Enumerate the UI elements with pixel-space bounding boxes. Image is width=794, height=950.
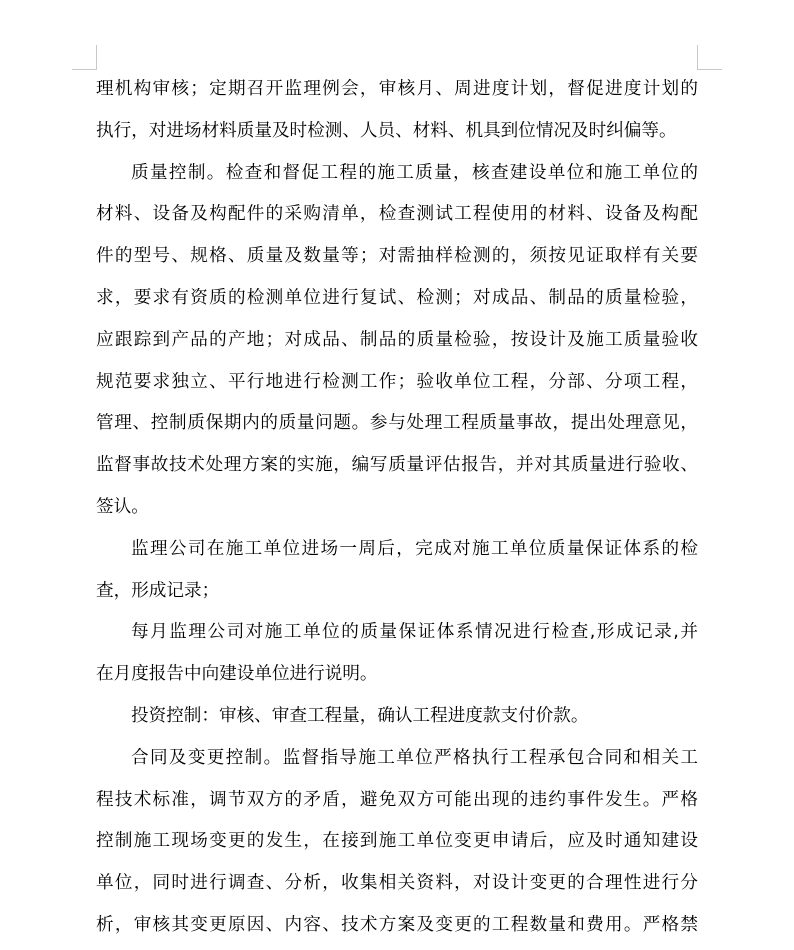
text-line: 析，审核其变更原因、内容、技术方案及变更的工程数量和费用。严格禁 bbox=[96, 914, 698, 935]
text-line: 材料、设备及构配件的采购清单，检查测试工程使用的材料、设备及构配 bbox=[96, 204, 698, 225]
text-line: 控制施工现场变更的发生，在接到施工单位变更申请后，应及时通知建设 bbox=[96, 831, 698, 852]
text-line: 规范要求独立、平行地进行检测工作；验收单位工程，分部、分项工程， bbox=[96, 371, 698, 392]
text-line: 管理、控制质保期内的质量问题。参与处理工程质量事故，提出处理意见， bbox=[96, 413, 698, 434]
text-line: 签认。 bbox=[96, 496, 149, 517]
text-line: 每月监理公司对施工单位的质量保证体系情况进行检查,形成记录,并 bbox=[131, 622, 698, 643]
text-line: 求，要求有资质的检测单位进行复试、检测；对成品、制品的质量检验， bbox=[96, 287, 698, 308]
crop-mark-top-right bbox=[697, 45, 722, 70]
text-line: 投资控制：审核、审查工程量，确认工程进度款支付价款。 bbox=[131, 705, 589, 726]
text-line: 查，形成记录； bbox=[96, 580, 220, 601]
text-line: 程技术标准，调节双方的矛盾，避免双方可能出现的违约事件发生。严格 bbox=[96, 789, 698, 810]
text-line: 执行，对进场材料质量及时检测、人员、材料、机具到位情况及时纠偏等。 bbox=[96, 120, 677, 141]
text-line: 监督事故技术处理方案的实施，编写质量评估报告，并对其质量进行验收、 bbox=[96, 455, 698, 476]
text-line: 监理公司在施工单位进场一周后，完成对施工单位质量保证体系的检 bbox=[131, 538, 698, 559]
text-line: 单位，同时进行调查、分析，收集相关资料，对设计变更的合理性进行分 bbox=[96, 873, 698, 894]
text-line: 件的型号、规格、质量及数量等；对需抽样检测的，须按见证取样有关要 bbox=[96, 246, 698, 267]
text-line: 合同及变更控制。监督指导施工单位严格执行工程承包合同和相关工 bbox=[131, 747, 698, 768]
document-body bbox=[96, 72, 698, 950]
text-line: 在月度报告中向建设单位进行说明。 bbox=[96, 664, 378, 685]
text-line: 应跟踪到产品的产地；对成品、制品的质量检验，按设计及施工质量验收 bbox=[96, 329, 698, 350]
text-line: 理机构审核；定期召开监理例会，审核月、周进度计划，督促进度计划的 bbox=[96, 79, 698, 99]
text-line: 质量控制。检查和督促工程的施工质量，核查建设单位和施工单位的 bbox=[131, 162, 698, 183]
crop-mark-top-left bbox=[72, 45, 97, 70]
